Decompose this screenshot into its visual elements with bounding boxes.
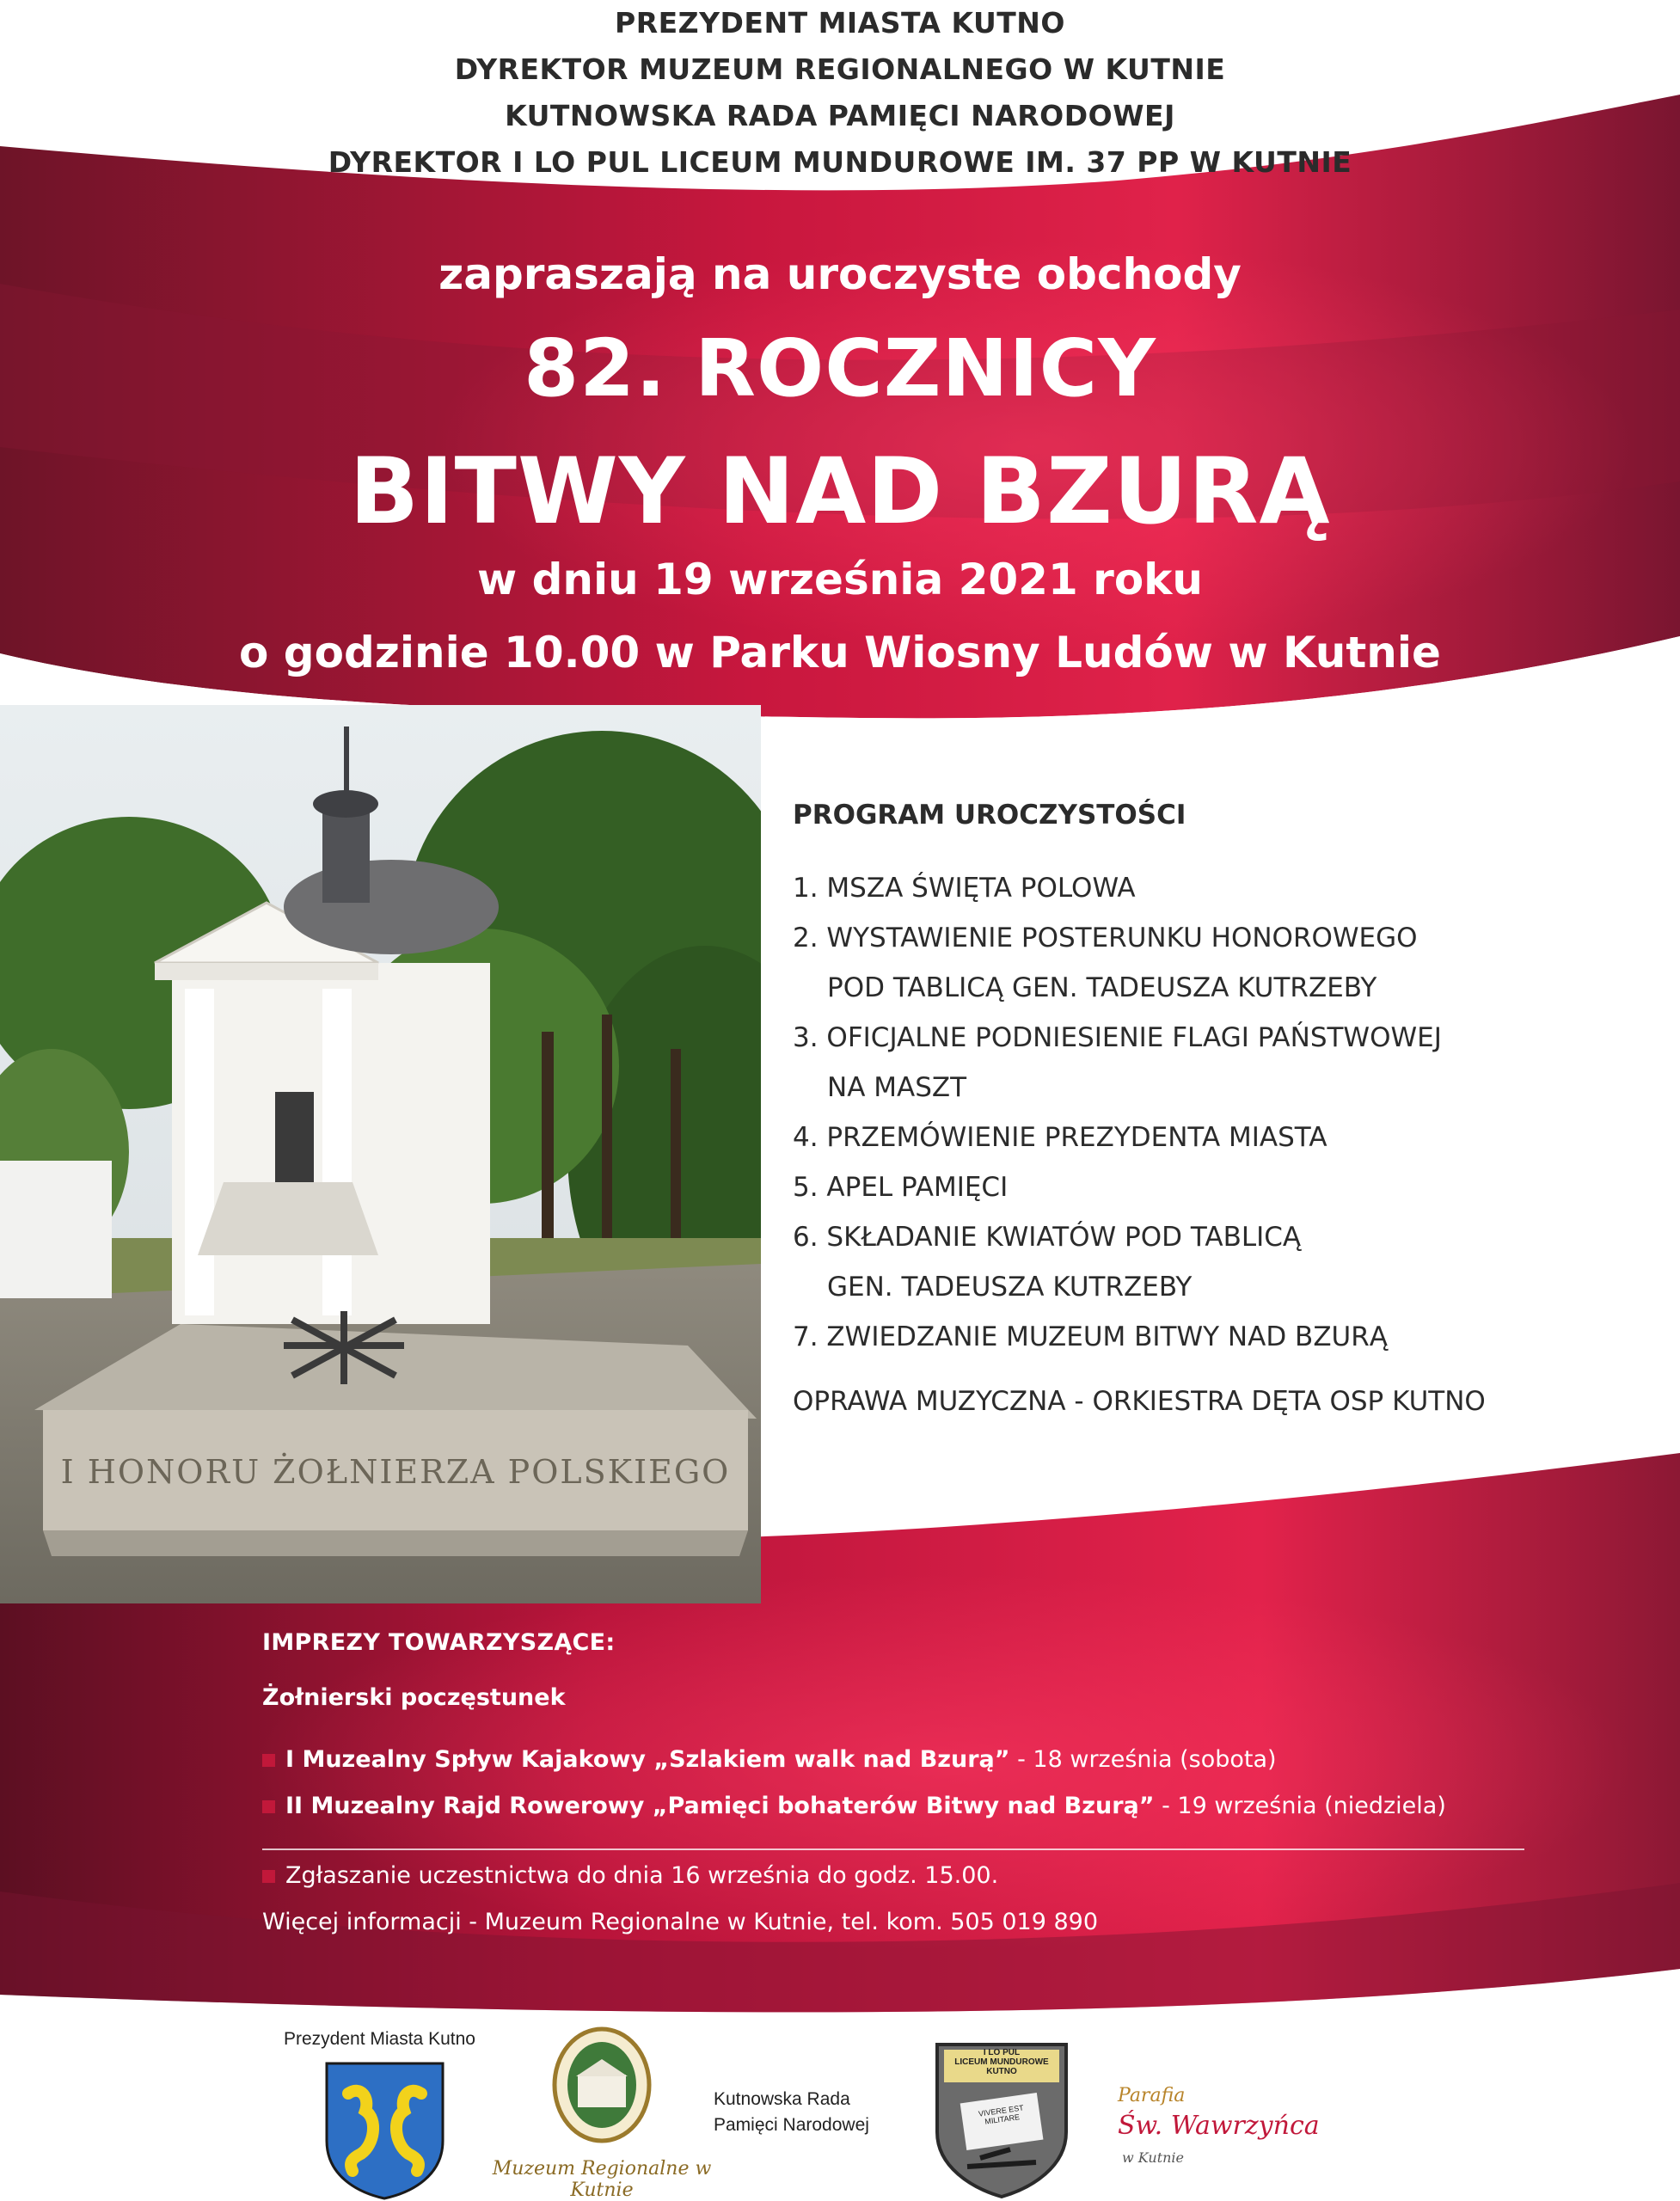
program-item: 4. PRZEMÓWIENIE PREZYDENTA MIASTA xyxy=(793,1122,1327,1153)
organizer-school-director: DYREKTOR I LO PUL LICEUM MUNDUROWE IM. 37 PP W KUTNIE xyxy=(328,145,1352,179)
program-item: 3. OFICJALNE PODNIESIENIE FLAGI PAŃSTWOWEJ xyxy=(793,1022,1442,1053)
extras-heading: IMPREZY TOWARZYSZĄCE: xyxy=(262,1629,616,1656)
parish-line3: w Kutnie xyxy=(1122,2149,1185,2166)
council-label-line1: Kutnowska Rada xyxy=(714,2089,850,2109)
organizer-council: KUTNOWSKA RADA PAMIĘCI NARODOWEJ xyxy=(505,99,1175,132)
registration-text: Zgłaszanie uczestnictwa do dnia 16 września do godz. 15.00. xyxy=(285,1862,999,1889)
school-motto: VIVERE EST MILITARE xyxy=(978,2103,1025,2126)
school-line3: KUTNO xyxy=(986,2067,1017,2076)
city-crest-icon xyxy=(322,2059,447,2201)
contact-line: Więcej informacji - Muzeum Regionalne w Kutnie, tel. kom. 505 019 890 xyxy=(262,1909,1098,1935)
bullet-square-icon xyxy=(262,1754,275,1767)
museum-emblem-icon xyxy=(550,2025,653,2145)
hero-place: o godzinie 10.00 w Parku Wiosny Ludów w Kutnie xyxy=(239,628,1441,677)
event-name: I Muzealny Spływ Kajakowy „Szlakiem walk nad Bzurą” xyxy=(285,1746,1010,1773)
organizers-block xyxy=(0,0,1680,186)
event-item xyxy=(262,1783,1552,1830)
council-label-line2: Pamięci Narodowej xyxy=(714,2115,869,2135)
program-list xyxy=(793,863,1652,1362)
parish-line1: Parafia xyxy=(1118,2085,1186,2106)
program-item-continuation: NA MASZT xyxy=(827,1072,967,1103)
bullet-square-icon xyxy=(262,1870,275,1883)
school-line2: LICEUM MUNDUROWE xyxy=(954,2057,1049,2067)
plaque-text: I HONORU ŻOŁNIERZA POLSKIEGO xyxy=(60,1453,731,1491)
program-item: 6. SKŁADANIE KWIATÓW POD TABLICĄ xyxy=(793,1222,1302,1253)
event-date: - 18 września (sobota) xyxy=(1009,1746,1277,1773)
program-item: 5. APEL PAMIĘCI xyxy=(793,1172,1009,1203)
program-section xyxy=(793,800,1652,1417)
logos-row xyxy=(0,2012,1680,2201)
hero-anniversary: 82. ROCZNICY xyxy=(524,322,1156,414)
event-item xyxy=(262,1737,1552,1783)
hero-invite: zapraszają na uroczyste obchody xyxy=(438,249,1242,299)
program-item: 2. WYSTAWIENIE POSTERUNKU HONOROWEGO xyxy=(793,923,1418,953)
bullet-square-icon xyxy=(262,1800,275,1813)
hero-battle-title: BITWY NAD BZURĄ xyxy=(349,438,1331,544)
program-item-continuation: GEN. TADEUSZA KUTRZEBY xyxy=(827,1272,1193,1303)
program-title: PROGRAM UROCZYSTOŚCI xyxy=(793,800,1186,831)
mausoleum-photo xyxy=(0,705,761,1603)
hero-date: w dniu 19 września 2021 roku xyxy=(476,555,1204,604)
event-name: II Muzealny Rajd Rowerowy „Pamięci bohaterów Bitwy nad Bzurą” xyxy=(285,1793,1155,1819)
program-item: 7. ZWIEDZANIE MUZEUM BITWY NAD BZURĄ xyxy=(793,1321,1388,1352)
organizer-museum-director: DYREKTOR MUZEUM REGIONALNEGO W KUTNIE xyxy=(454,52,1226,86)
mayor-logo-label: Prezydent Miasta Kutno xyxy=(284,2029,475,2049)
school-badge-text xyxy=(937,2048,1066,2076)
organizer-mayor: PREZYDENT MIASTA KUTNO xyxy=(615,6,1065,40)
registration-line xyxy=(262,1853,1552,1899)
school-line1: I LO PUL xyxy=(983,2048,1021,2057)
program-item: 1. MSZA ŚWIĘTA POLOWA xyxy=(793,873,1136,904)
accompanying-events xyxy=(262,1629,1552,1830)
museum-logo-script: Muzeum Regionalne w Kutnie xyxy=(492,2158,712,2201)
divider xyxy=(262,1848,1524,1850)
parish-line2: Św. Wawrzyńca xyxy=(1118,2111,1320,2141)
program-item-continuation: POD TABLICĄ GEN. TADEUSZA KUTRZEBY xyxy=(827,972,1377,1003)
event-date: - 19 września (niedziela) xyxy=(1154,1793,1446,1819)
music-accompaniment: OPRAWA MUZYCZNA - ORKIESTRA DĘTA OSP KUTNO xyxy=(793,1386,1486,1417)
extras-subheading: Żołnierski poczęstunek xyxy=(262,1684,566,1711)
registration-info xyxy=(262,1853,1552,1946)
